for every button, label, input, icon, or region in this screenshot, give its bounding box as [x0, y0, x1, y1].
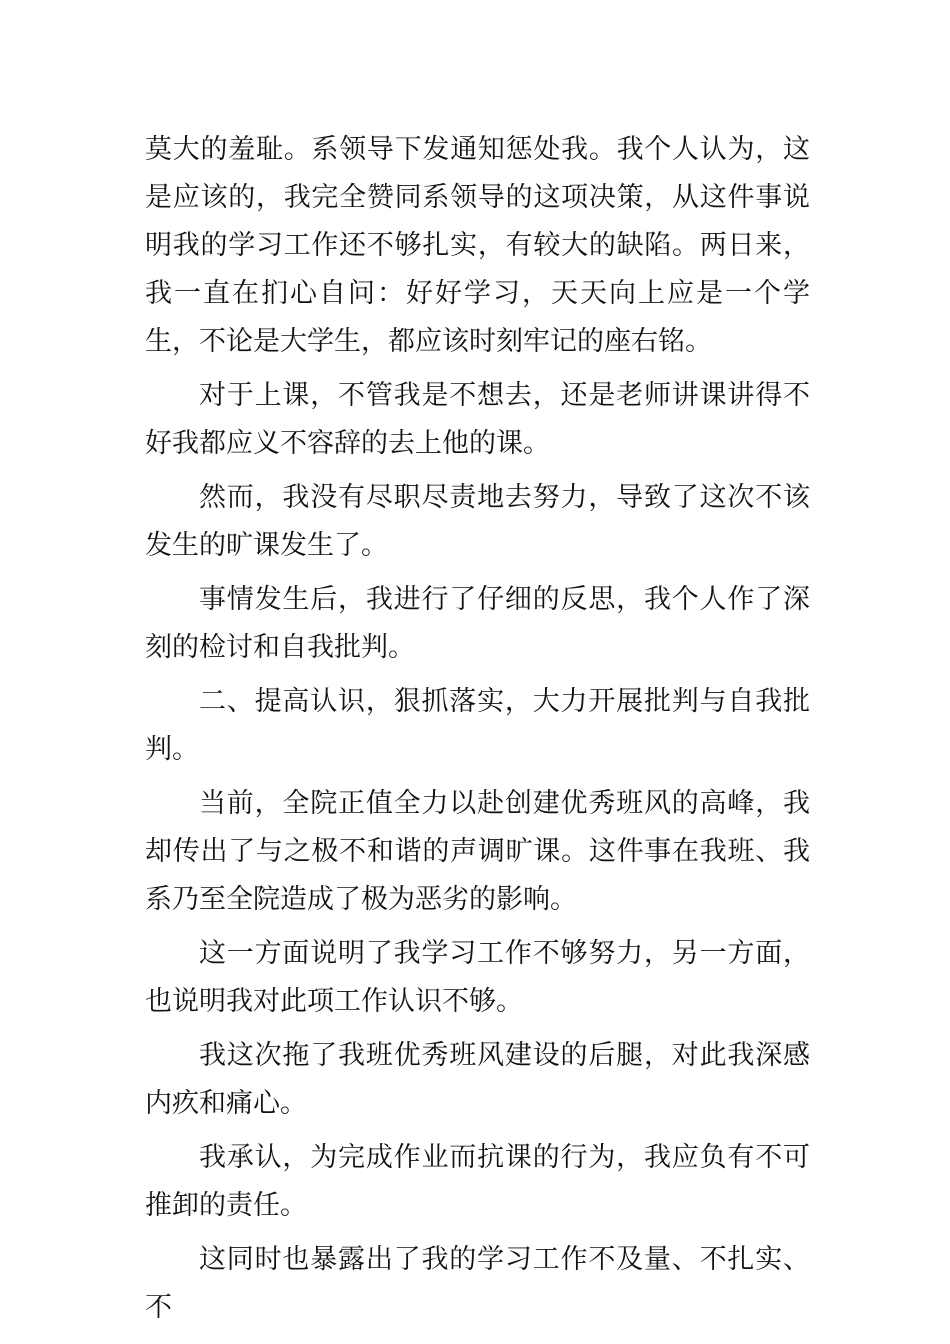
paragraph-attend-class: 对于上课，不管我是不想去，还是老师讲课讲得不好我都应义不容辞的去上他的课。 — [145, 380, 810, 459]
paragraph-reflection: 事情发生后，我进行了仔细的反思，我个人作了深刻的检讨和自我批判。 — [145, 584, 810, 663]
paragraph-class-style: 我这次拖了我班优秀班风建设的后腿，对此我深感内疚和痛心。 — [145, 1040, 810, 1119]
paragraph-exposed-issues: 这同时也暴露出了我的学习工作不及量、不扎实、不 — [145, 1244, 810, 1323]
paragraph-effort: 这一方面说明了我学习工作不够努力，另一方面，也说明我对此项工作认识不够。 — [145, 938, 810, 1017]
paragraph-college-impact: 当前，全院正值全力以赴创建优秀班风的高峰，我却传出了与之极不和谐的声调旷课。这件事在我班、我系乃至全院造成了极为恶劣的影响。 — [145, 788, 810, 915]
section-heading-two: 二、提高认识，狠抓落实，大力开展批判与自我批判。 — [145, 686, 810, 765]
paragraph-responsibility: 我承认，为完成作业而抗课的行为，我应负有不可推卸的责任。 — [145, 1142, 810, 1221]
paragraph-continuation: 莫大的羞耻。系领导下发通知惩处我。我个人认为，这是应该的，我完全赞同系领导的这项决策，从这件事说明我的学习工作还不够扎实，有较大的缺陷。两日来，我一直在扪心自问：好好学习，天天向上应是一个学生，不论是大学生，都应该时刻牢记的座右铭。 — [145, 134, 810, 357]
document-body — [145, 126, 810, 1338]
paragraph-absence: 然而，我没有尽职尽责地去努力，导致了这次不该发生的旷课发生了。 — [145, 482, 810, 561]
